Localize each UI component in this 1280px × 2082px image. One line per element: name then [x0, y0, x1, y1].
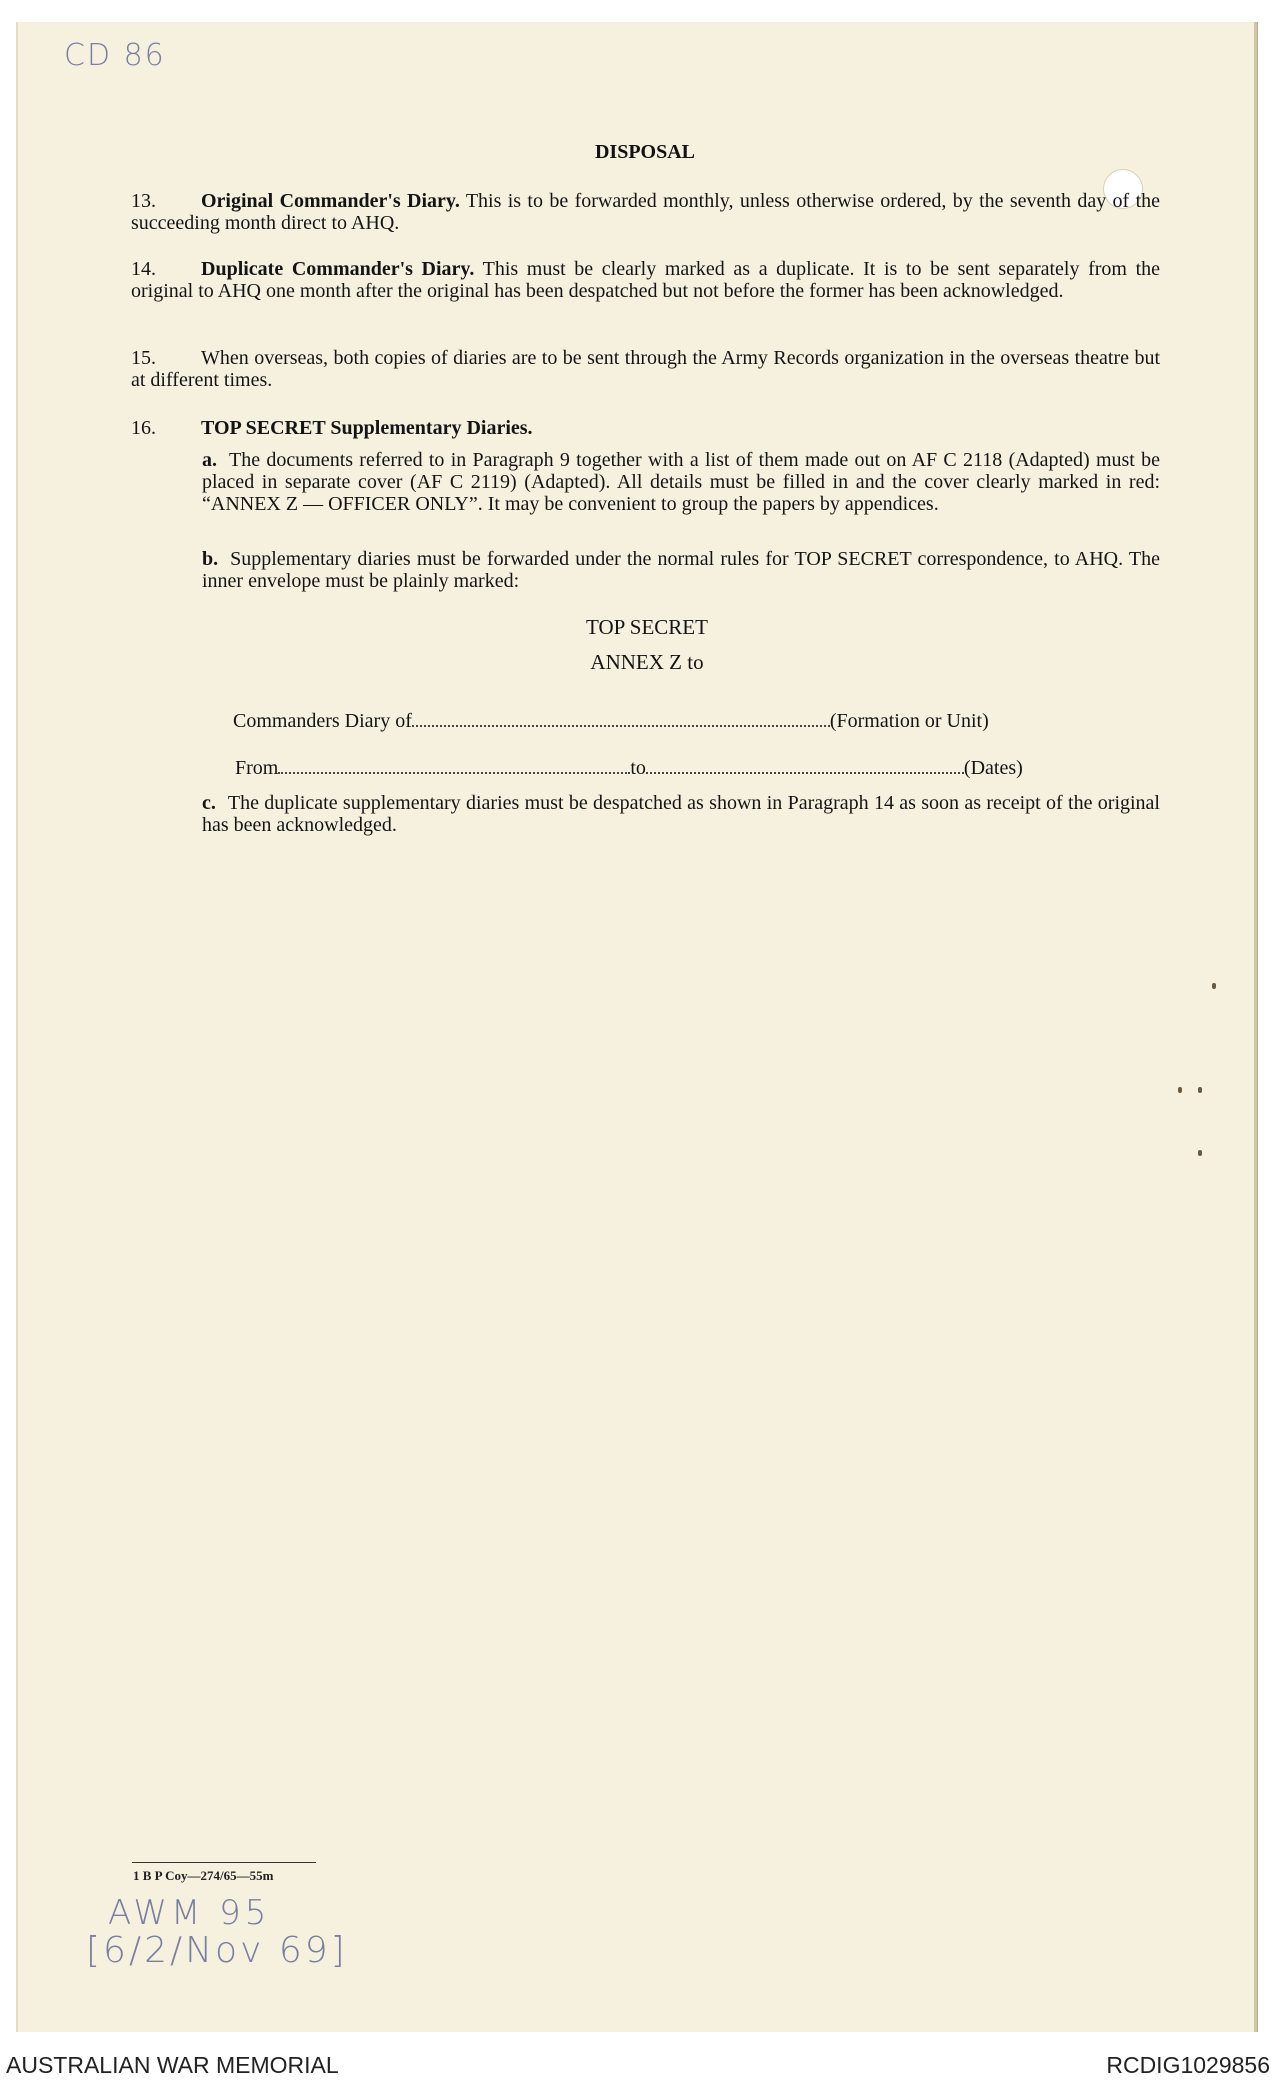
paragraph-text: When overseas, both copies of diaries are to be sent through the Army Records organization in the overseas theatre but at different times.: [131, 347, 1160, 391]
paper-speck: [1198, 1087, 1202, 1093]
paragraph-title: Duplicate Commander's Diary.: [201, 258, 475, 280]
footer-item-id: RCDIG1029856: [1106, 2052, 1270, 2078]
form-line-dates: [235, 757, 1023, 780]
handwritten-note: CD 86: [64, 38, 166, 73]
form-label-to: to: [630, 757, 646, 779]
envelope-marking-annex: ANNEX Z to: [590, 650, 704, 674]
subparagraph-letter: a.: [202, 449, 217, 471]
form-suffix-formation: (Formation or Unit): [829, 710, 989, 732]
fill-in-dots: [646, 758, 964, 774]
subparagraph-b: [202, 548, 1160, 592]
paragraph-text: This is to be forwarded monthly, unless otherwise ordered, by the seventh day of the succeeding month direct to AHQ.: [131, 190, 1161, 234]
footer-institution: AUSTRALIAN WAR MEMORIAL: [6, 2052, 339, 2078]
subparagraph-letter: c.: [202, 792, 216, 814]
page-heading: DISPOSAL: [594, 141, 696, 163]
printer-imprint: 1 B P Coy—274/65—55m: [133, 1868, 274, 1883]
subparagraph-a: [202, 449, 1160, 515]
paragraph-14: [131, 258, 1160, 302]
subparagraph-text: Supplementary diaries must be forwarded under the normal rules for TOP SECRET correspondence, to AHQ. The inner envelope must be plainly marked:: [202, 548, 1160, 592]
envelope-marking-top-secret: TOP SECRET: [586, 615, 708, 639]
paper-speck: [1178, 1087, 1182, 1093]
paragraph-13: [131, 190, 1160, 234]
paragraph-number: 16.: [131, 417, 156, 439]
handwritten-archive-ref: AWM 95: [108, 1893, 271, 1933]
paragraph-15: [131, 347, 1160, 391]
paragraph-16: [131, 417, 1160, 439]
fill-in-dots: [278, 758, 630, 774]
paragraph-number: 13.: [131, 190, 156, 212]
handwritten-archive-date: [6/2/Nov 69]: [86, 1930, 348, 1971]
paragraph-number: 14.: [131, 258, 156, 280]
subparagraph-text: The duplicate supplementary diaries must be despatched as shown in Paragraph 14 as soon as receipt of the original has been acknowledged.: [202, 792, 1160, 836]
paragraph-title: Original Commander's Diary.: [201, 190, 460, 212]
document-page: [16, 22, 1257, 2032]
subparagraph-c: [202, 792, 1160, 836]
paragraph-text: This must be clearly marked as a duplicate. It is to be sent separately from the original to AHQ one month after the original has been despatched but not before the former has been acknowledged.: [131, 258, 1161, 302]
paragraph-number: 15.: [131, 347, 156, 369]
paragraph-title: TOP SECRET Supplementary Diaries.: [201, 417, 533, 439]
subparagraph-text: The documents referred to in Paragraph 9 together with a list of them made out on AF C 2118 (Adapted) must be placed in separate cover (AF C 2119) (Adapted). All details must be filled in and the cover clearly marked in red: “ANNEX Z — OFFICER ONLY”. It may be convenient to group the papers by appendices.: [202, 449, 1160, 515]
imprint-rule: [132, 1862, 316, 1863]
paper-speck: [1198, 1150, 1202, 1156]
subparagraph-letter: b.: [202, 548, 219, 570]
form-label-from: From: [235, 757, 279, 779]
form-label-diary: Commanders Diary of: [233, 710, 412, 732]
fill-in-dots: [412, 711, 830, 727]
form-suffix-dates: (Dates): [963, 757, 1023, 779]
paper-speck: [1212, 983, 1216, 989]
form-line-diary: [233, 710, 989, 733]
